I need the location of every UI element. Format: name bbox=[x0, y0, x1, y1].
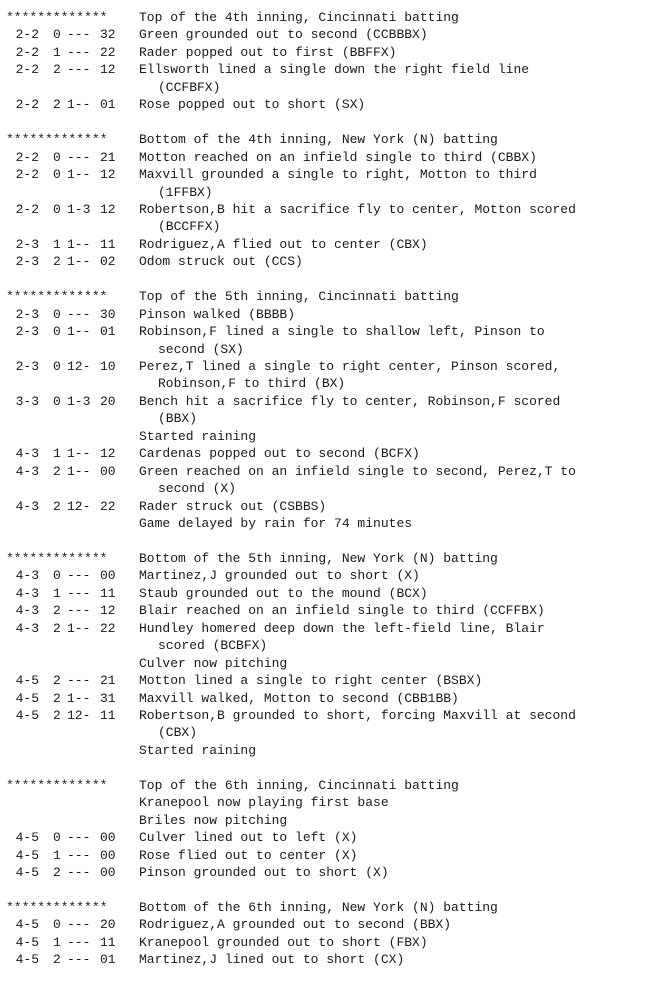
count-cell: 00 bbox=[100, 568, 116, 584]
bases-cell: --- bbox=[67, 62, 91, 78]
score-cell: 2-3 bbox=[15, 254, 39, 270]
play-description-continued: (CCFBFX) bbox=[158, 79, 221, 95]
play-description-continued: second (X) bbox=[158, 481, 237, 497]
play-description: Rodriguez,A grounded out to second (BBX) bbox=[139, 917, 452, 933]
outs-cell: 2 bbox=[53, 673, 61, 689]
bases-cell: 1-- bbox=[67, 324, 91, 340]
outs-cell: 1 bbox=[53, 585, 61, 601]
outs-cell: 2 bbox=[53, 952, 61, 968]
count-cell: 22 bbox=[100, 620, 116, 636]
bases-cell: 1-- bbox=[67, 167, 91, 183]
separator-stars: ************* bbox=[6, 289, 108, 305]
score-cell: 2-2 bbox=[15, 167, 39, 183]
outs-cell: 2 bbox=[53, 708, 61, 723]
score-cell: 2-2 bbox=[15, 44, 39, 60]
note-text: Started raining bbox=[139, 742, 257, 758]
count-cell: 11 bbox=[100, 708, 116, 723]
outs-cell: 0 bbox=[53, 201, 61, 217]
score-cell: 4-3 bbox=[15, 603, 39, 619]
play-description: Robertson,B hit a sacrifice fly to center, Motton scored bbox=[139, 201, 576, 217]
note-text: Briles now pitching bbox=[139, 812, 288, 828]
bases-cell: 12- bbox=[67, 708, 91, 723]
score-cell: 4-5 bbox=[15, 673, 39, 689]
outs-cell: 0 bbox=[53, 568, 61, 584]
bases-cell: --- bbox=[67, 603, 91, 619]
bases-cell: --- bbox=[67, 865, 91, 881]
count-cell: 11 bbox=[100, 585, 116, 601]
outs-cell: 2 bbox=[53, 865, 61, 881]
count-cell: 11 bbox=[100, 236, 116, 252]
score-cell: 4-5 bbox=[15, 934, 39, 950]
count-cell: 00 bbox=[100, 463, 116, 479]
count-cell: 00 bbox=[100, 865, 116, 881]
outs-cell: 2 bbox=[53, 254, 61, 270]
inning-title: Bottom of the 6th inning, New York (N) batting bbox=[139, 899, 498, 915]
play-description: Maxvill walked, Motton to second (CBB1BB) bbox=[139, 690, 459, 706]
play-description-continued: (1FFBX) bbox=[158, 184, 213, 200]
play-description: Green grounded out to second (CCBBBX) bbox=[139, 27, 428, 43]
outs-cell: 2 bbox=[53, 62, 61, 78]
outs-cell: 1 bbox=[53, 934, 61, 950]
bases-cell: 1-3 bbox=[67, 201, 91, 217]
count-cell: 12 bbox=[100, 62, 116, 78]
score-cell: 4-5 bbox=[15, 917, 39, 933]
play-description: Cardenas popped out to second (BCFX) bbox=[139, 446, 420, 462]
play-description: Motton lined a single to right center (BSBX) bbox=[139, 673, 483, 689]
score-cell: 2-3 bbox=[15, 306, 39, 322]
count-cell: 20 bbox=[100, 393, 116, 409]
play-description-continued: second (SX) bbox=[158, 341, 244, 357]
play-description-continued: Robinson,F to third (BX) bbox=[158, 376, 346, 392]
count-cell: 02 bbox=[100, 254, 116, 270]
bases-cell: 1-- bbox=[67, 690, 91, 706]
count-cell: 12 bbox=[100, 446, 116, 462]
bases-cell: --- bbox=[67, 934, 91, 950]
outs-cell: 2 bbox=[53, 97, 61, 113]
play-description: Rader popped out to first (BBFFX) bbox=[139, 44, 397, 60]
play-description: Martinez,J lined out to short (CX) bbox=[139, 952, 405, 968]
count-cell: 22 bbox=[100, 44, 116, 60]
inning-title: Bottom of the 4th inning, New York (N) batting bbox=[139, 132, 498, 148]
play-description: Motton reached on an infield single to third (CBBX) bbox=[139, 149, 537, 165]
outs-cell: 0 bbox=[53, 27, 61, 43]
count-cell: 12 bbox=[100, 603, 116, 619]
outs-cell: 1 bbox=[53, 446, 61, 462]
note-text: Culver now pitching bbox=[139, 655, 288, 671]
bases-cell: 12- bbox=[67, 498, 91, 514]
outs-cell: 0 bbox=[53, 149, 61, 165]
count-cell: 10 bbox=[100, 359, 116, 374]
separator-stars: ************* bbox=[6, 899, 108, 915]
note-text: Kranepool now playing first base bbox=[139, 795, 389, 811]
count-cell: 12 bbox=[100, 201, 116, 217]
play-description: Kranepool grounded out to short (FBX) bbox=[139, 934, 428, 950]
bases-cell: --- bbox=[67, 952, 91, 968]
inning-title: Top of the 4th inning, Cincinnati batting bbox=[139, 10, 459, 25]
outs-cell: 0 bbox=[53, 917, 61, 933]
score-cell: 4-5 bbox=[15, 847, 39, 863]
play-description: Rose flied out to center (X) bbox=[139, 847, 358, 863]
score-cell: 4-3 bbox=[15, 498, 39, 514]
score-cell: 2-2 bbox=[15, 97, 39, 113]
separator-stars: ************* bbox=[6, 777, 108, 793]
outs-cell: 2 bbox=[53, 463, 61, 479]
play-description: Perez,T lined a single to right center, Pinson scored, bbox=[139, 359, 561, 374]
score-cell: 2-2 bbox=[15, 27, 39, 43]
outs-cell: 1 bbox=[53, 44, 61, 60]
bases-cell: 1-- bbox=[67, 236, 91, 252]
inning-title: Top of the 6th inning, Cincinnati batting bbox=[139, 777, 459, 793]
play-description: Pinson grounded out to short (X) bbox=[139, 865, 389, 881]
bases-cell: --- bbox=[67, 149, 91, 165]
play-description: Robertson,B grounded to short, forcing Maxvill at second bbox=[139, 708, 576, 723]
score-cell: 2-3 bbox=[15, 236, 39, 252]
score-cell: 4-3 bbox=[15, 585, 39, 601]
outs-cell: 0 bbox=[53, 324, 61, 340]
score-cell: 2-3 bbox=[15, 324, 39, 340]
play-description: Staub grounded out to the mound (BCX) bbox=[139, 585, 428, 601]
outs-cell: 2 bbox=[53, 498, 61, 514]
play-description: Ellsworth lined a single down the right field line bbox=[139, 62, 530, 78]
score-cell: 3-3 bbox=[15, 393, 39, 409]
count-cell: 12 bbox=[100, 167, 116, 183]
play-description: Maxvill grounded a single to right, Motton to third bbox=[139, 167, 537, 183]
play-description: Rodriguez,A flied out to center (CBX) bbox=[139, 236, 428, 252]
score-cell: 4-3 bbox=[15, 463, 39, 479]
count-cell: 21 bbox=[100, 673, 116, 689]
count-cell: 01 bbox=[100, 324, 116, 340]
bases-cell: --- bbox=[67, 830, 91, 846]
score-cell: 4-5 bbox=[15, 708, 39, 723]
play-description: Rader struck out (CSBBS) bbox=[139, 498, 327, 514]
score-cell: 4-5 bbox=[15, 830, 39, 846]
count-cell: 01 bbox=[100, 952, 116, 968]
score-cell: 4-3 bbox=[15, 620, 39, 636]
bases-cell: 12- bbox=[67, 359, 91, 374]
count-cell: 01 bbox=[100, 97, 116, 113]
count-cell: 00 bbox=[100, 830, 116, 846]
score-cell: 4-3 bbox=[15, 568, 39, 584]
bases-cell: --- bbox=[67, 847, 91, 863]
outs-cell: 1 bbox=[53, 236, 61, 252]
play-description: Odom struck out (CCS) bbox=[139, 254, 303, 270]
outs-cell: 0 bbox=[53, 830, 61, 846]
score-cell: 2-2 bbox=[15, 149, 39, 165]
bases-cell: --- bbox=[67, 44, 91, 60]
play-description: Culver lined out to left (X) bbox=[139, 830, 358, 846]
bases-cell: 1-- bbox=[67, 463, 91, 479]
score-cell: 4-5 bbox=[15, 865, 39, 881]
play-description: Hundley homered deep down the left-field line, Blair bbox=[139, 620, 545, 636]
count-cell: 21 bbox=[100, 149, 116, 165]
outs-cell: 0 bbox=[53, 359, 61, 374]
count-cell: 20 bbox=[100, 917, 116, 933]
inning-title: Top of the 5th inning, Cincinnati batting bbox=[139, 289, 459, 305]
bases-cell: --- bbox=[67, 27, 91, 43]
bases-cell: 1-- bbox=[67, 620, 91, 636]
score-cell: 4-3 bbox=[15, 446, 39, 462]
play-description: Robinson,F lined a single to shallow left, Pinson to bbox=[139, 324, 545, 340]
play-description-continued: scored (BCBFX) bbox=[158, 638, 268, 654]
separator-stars: ************* bbox=[6, 550, 108, 566]
bases-cell: --- bbox=[67, 568, 91, 584]
count-cell: 31 bbox=[100, 690, 116, 706]
outs-cell: 0 bbox=[53, 393, 61, 409]
play-description: Blair reached on an infield single to third (CCFFBX) bbox=[139, 603, 545, 619]
count-cell: 32 bbox=[100, 27, 116, 43]
outs-cell: 2 bbox=[53, 620, 61, 636]
bases-cell: --- bbox=[67, 673, 91, 689]
bases-cell: 1-- bbox=[67, 254, 91, 270]
bases-cell: --- bbox=[67, 585, 91, 601]
play-description: Rose popped out to short (SX) bbox=[139, 97, 366, 113]
outs-cell: 0 bbox=[53, 167, 61, 183]
bases-cell: --- bbox=[67, 917, 91, 933]
play-description-continued: (CBX) bbox=[158, 725, 198, 741]
score-cell: 2-2 bbox=[15, 62, 39, 78]
note-text: Started raining bbox=[139, 428, 257, 444]
outs-cell: 1 bbox=[53, 847, 61, 863]
play-description: Bench hit a sacrifice fly to center, Robinson,F scored bbox=[139, 393, 561, 409]
bases-cell: --- bbox=[67, 306, 91, 322]
play-description: Martinez,J grounded out to short (X) bbox=[139, 568, 420, 584]
count-cell: 30 bbox=[100, 306, 116, 322]
play-description-continued: (BCCFFX) bbox=[158, 219, 221, 235]
play-description-continued: (BBX) bbox=[158, 411, 198, 427]
play-description: Pinson walked (BBBB) bbox=[139, 306, 296, 322]
inning-title: Bottom of the 5th inning, New York (N) batting bbox=[139, 550, 498, 566]
separator-stars: ************* bbox=[6, 132, 108, 148]
bases-cell: 1-3 bbox=[67, 393, 91, 409]
bases-cell: 1-- bbox=[67, 446, 91, 462]
outs-cell: 0 bbox=[53, 306, 61, 322]
play-description: Green reached on an infield single to second, Perez,T to bbox=[139, 463, 576, 479]
bases-cell: 1-- bbox=[67, 97, 91, 113]
score-cell: 4-5 bbox=[15, 690, 39, 706]
score-cell: 2-3 bbox=[15, 359, 39, 374]
outs-cell: 2 bbox=[53, 690, 61, 706]
score-cell: 2-2 bbox=[15, 201, 39, 217]
note-text: Game delayed by rain for 74 minutes bbox=[139, 516, 413, 532]
count-cell: 00 bbox=[100, 847, 116, 863]
count-cell: 22 bbox=[100, 498, 116, 514]
score-cell: 4-5 bbox=[15, 952, 39, 968]
outs-cell: 2 bbox=[53, 603, 61, 619]
separator-stars: ************* bbox=[6, 10, 108, 25]
count-cell: 11 bbox=[100, 934, 116, 950]
